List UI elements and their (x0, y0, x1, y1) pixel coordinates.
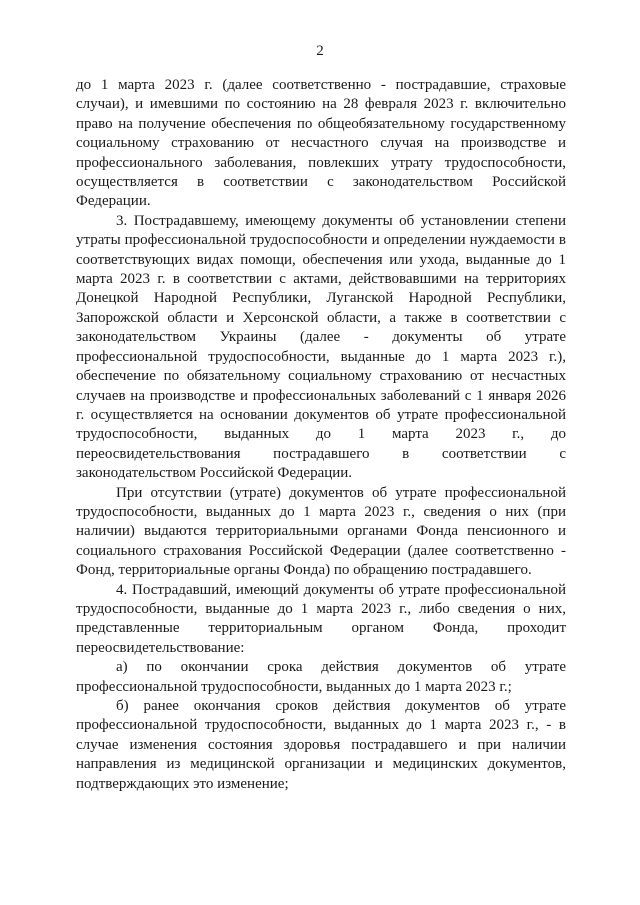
paragraph-item-3: 3. Пострадавшему, имеющему документы об установлении степени утраты профессиональной трудоспособности и определении нуждаемости в соответствующих видах помощи, обеспечения или ухода, выданные до 1 марта 2023 г. в соответствии с актами, действовавшими на территориях Донецкой Народной Республики, Луганской Народной Республики, Запорожской области и Херсонской области, а также в соответствии с законодательством Украины (далее - документы об утрате профессиональной трудоспособности, выданные до 1 марта 2023 г.), обеспечение по обязательному социальному страхованию от несчастных случаев на производстве и профессиональных заболеваний с 1 января 2026 г. осуществляется на основании документов об утрате профессиональной трудоспособности, выданных до 1 марта 2023 г., до переосвидетельствования пострадавшего в соответствии с законодательством Российской Федерации. (76, 212, 566, 482)
paragraph-missing-documents: При отсутствии (утрате) документов об утрате профессиональной трудоспособности, выданных до 1 марта 2023 г., сведения о них (при наличии) выдаются территориальными органами Фонда пенсионного и социального страхования Российской Федерации (далее соответственно - Фонд, территориальные органы Фонда) по обращению пострадавшего. (76, 484, 566, 579)
document-body (76, 76, 566, 794)
paragraph-subitem-b: б) ранее окончания сроков действия документов об утрате профессиональной трудоспособности, выданных до 1 марта 2023 г., - в случае изменения состояния здоровья пострадавшего и при наличии направления из медицинской организации и медицинских документов, подтверждающих это изменение; (76, 698, 566, 792)
paragraph-subitem-a: а) по окончании срока действия документов об утрате профессиональной трудоспособности, выданных до 1 марта 2023 г.; (76, 659, 566, 695)
paragraph-continuation: до 1 марта 2023 г. (далее соответственно - пострадавшие, страховые случаи), и имевшими по состоянию на 28 февраля 2023 г. включительно право на получение обеспечения по общеобязательному государственному социальному страхованию от несчастного случая на производстве и профессионального заболевания, повлекших утрату трудоспособности, осуществляется в соответствии с законодательством Российской Федерации. (76, 77, 566, 210)
page-number: 2 (316, 43, 324, 59)
paragraph-item-4: 4. Пострадавший, имеющий документы об утрате профессиональной трудоспособности, выданные до 1 марта 2023 г., либо сведения о них, представленные территориальным органом Фонда, проходит переосвидетельствование: (76, 581, 566, 656)
